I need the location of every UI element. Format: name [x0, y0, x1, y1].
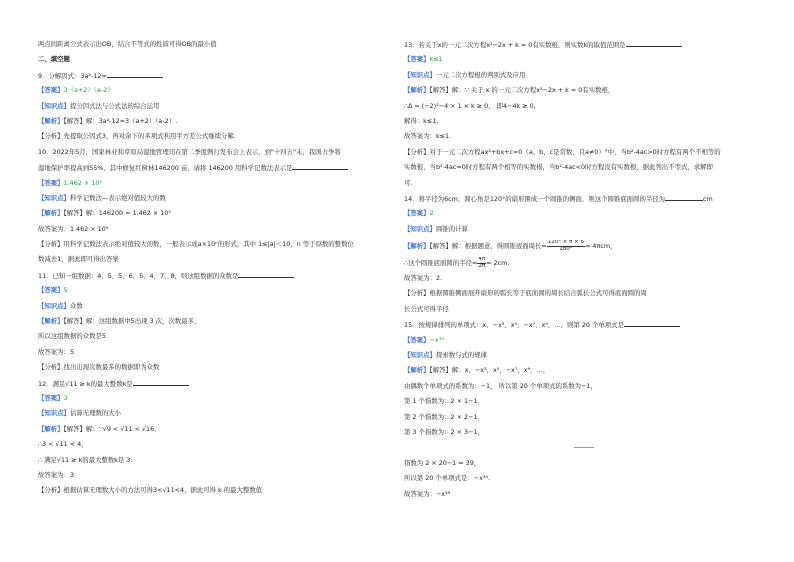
section-tag: 【知识点】 [38, 193, 70, 202]
line-answer [404, 55, 764, 63]
fraction-numerator: 120° × π × 6 [547, 240, 585, 246]
right-column [404, 40, 764, 505]
section-tag: 【答案】 [38, 393, 64, 402]
unit-suffix: cm [703, 194, 713, 202]
question-text: 15．按规律排列的单项式：x，−x³，x⁵，−x⁷，x⁹，…，则第 20 个单项式是 [404, 321, 624, 329]
text-text: 指数为 2 × 20−1 = 39， [404, 458, 481, 467]
text-text: 故答案为：k≤1. [404, 132, 452, 141]
line-text [404, 305, 764, 313]
line-text [38, 440, 388, 448]
line-answer [38, 286, 388, 294]
answer-blank [238, 271, 294, 278]
line-question [38, 163, 388, 171]
line-kp [38, 409, 388, 417]
line-question [404, 320, 764, 328]
line-text [404, 413, 764, 421]
line-kp [404, 351, 764, 359]
line-answer [38, 86, 388, 94]
answer-blank [292, 163, 348, 170]
text-text: 【分析】根据圆锥侧面展开扇形的弧长等于底面圆的周长结合弧长公式可得底面圆的周 [404, 289, 647, 298]
line-answer [38, 394, 388, 402]
text-text: 【分析】对于一元二次方程ax²+bx+c=0（a、b、c是常数，且a≠0）"中，当b²-4ac>0时方程有两个不相等的 [404, 147, 721, 156]
line-answer [38, 179, 388, 187]
answer-blank [626, 40, 682, 47]
text-text: 第 3 个指数为：2 × 3−1， [404, 427, 484, 436]
section-tag: 【知识点】 [404, 351, 436, 360]
fraction-denominator: 2π [478, 262, 486, 269]
text-text: 解得：k≤1. [404, 116, 439, 125]
text-text: 两点间距离公式表示出OB，结合不等式的性质可得OB的最小值 [38, 40, 217, 48]
line-text [404, 117, 764, 125]
line-analysis [38, 317, 388, 325]
question-text: 14．将半径为6cm，圆心角是120°的扇形围成一个圆锥的侧面，则这个圆锥底面圆的半径为 [404, 194, 665, 202]
line-text [404, 179, 764, 187]
line-text [404, 163, 764, 171]
section-tag: 【知识点】 [404, 70, 436, 79]
section-tag: 【答案】 [38, 86, 64, 95]
analysis-text: 【解答】解：x，−x³，x⁵，−x⁷，x⁹，…， [429, 366, 550, 375]
answer-text: 3 [63, 393, 68, 402]
text-text: 【分析】找出出现次数最多的数据即为众数 [38, 363, 160, 372]
section-tag: 【解析】 [38, 209, 64, 218]
text-text: ∴3 < √11 < 4， [38, 440, 88, 449]
line-text [404, 490, 764, 498]
analysis-text: 【解答】解：146200 = 1.462 × 10⁵ [63, 209, 171, 218]
answer-blank [107, 71, 163, 78]
section-heading: 二、填空题 [38, 55, 70, 64]
text-text: ∴ 满足√11 ≥ k的最大整数k是 3. [38, 455, 133, 464]
question-text: 11．已知一组数据：4，5，5，6，5，4，7，8，则这组数据的众数是 [38, 271, 239, 279]
line-text [38, 240, 388, 248]
fraction-denominator: 180° [559, 245, 573, 252]
line-answer [404, 336, 764, 344]
line-text [38, 348, 388, 356]
section-tag: 【答案】 [404, 209, 430, 218]
kp-text: 一元二次方程根的判别式及应用 [435, 70, 526, 79]
analysis-text: 【解答】解：∵√9 < √11 < √16, [63, 424, 157, 433]
line-analysis [404, 366, 764, 374]
section-tag: 【解析】 [404, 242, 430, 251]
answer-text: 2 [429, 209, 434, 218]
kp-text: 提公因式法与公式法的综合运用 [69, 101, 160, 110]
line-text [404, 459, 764, 467]
section-tag: 【答案】 [404, 55, 430, 64]
section-tag: 【答案】 [38, 286, 64, 295]
line-text [38, 225, 388, 233]
question-text: 12．满足√11 ≥ k的最大整数k是 [38, 379, 133, 387]
text-text: 故答案为：2. [404, 274, 443, 283]
section-tag: 【答案】 [38, 178, 64, 187]
line-kp [404, 71, 764, 79]
line-text [404, 474, 764, 482]
question-text: 13．若关于x的一元二次方程x²−2x + k = 0有实数根，则实数k的取值范围是 [404, 41, 626, 48]
line-analysis [38, 425, 388, 433]
formula-suffix: = 2cm. [486, 259, 510, 268]
line-analysis [404, 86, 764, 94]
line-analysis [38, 209, 388, 217]
line-question [38, 71, 388, 79]
text-text: 长公式可得半径 [404, 304, 449, 313]
section-tag: 【知识点】 [404, 224, 436, 233]
line-heading [38, 55, 388, 63]
section-tag: 【解析】 [404, 86, 430, 95]
section-tag: 【解析】 [38, 116, 64, 125]
question-text: 9．分解因式：3a²-12= [38, 71, 107, 79]
text-text: 第 1 个指数为：2 × 1−1， [404, 397, 484, 406]
text-text: 第 2 个指数为：2 × 2−1， [404, 412, 484, 421]
line-question [38, 148, 388, 156]
line-text [404, 132, 764, 140]
line-kp [38, 302, 388, 310]
line-text [404, 289, 764, 297]
line-sep [404, 443, 764, 451]
kp-text: 探索数与式的规律 [435, 351, 488, 360]
section-tag: 【答案】 [404, 335, 430, 344]
text-text: 故答案为：5 [38, 347, 75, 356]
analysis-text: 【解答】解：这组数据中5出现 3 次，次数最多， [63, 317, 201, 326]
answer-blank [133, 379, 189, 386]
line-question [404, 194, 764, 202]
fraction [477, 257, 486, 269]
line-kp [404, 225, 764, 233]
line-text [404, 382, 764, 390]
line-text [404, 148, 764, 156]
section-tag: 【知识点】 [38, 409, 70, 418]
answer-text: 1.462 × 10⁵ [63, 178, 102, 187]
line-text_frac [404, 257, 764, 269]
line-analysis [38, 117, 388, 125]
answer-text: −x³⁹ [429, 335, 444, 344]
text-text: 实数根，当b²-4ac=0时方程有两个相等的实数根，当b²-4ac<0时方程没有实数根，据此列出不等式，求解即 [404, 163, 713, 172]
formula-prefix: 【解答】解：根据题意，得圆锥底面周长= [429, 242, 547, 251]
line-kp [38, 102, 388, 110]
line-text [38, 486, 388, 494]
left-column [38, 40, 388, 502]
line-answer [404, 209, 764, 217]
text-text: 所以这组数据的众数是5 [38, 332, 106, 341]
answer-blank [665, 194, 703, 201]
line-text [38, 456, 388, 464]
answer-text: 5 [63, 286, 68, 295]
text-text: 故答案为：1.462 × 10⁵ [38, 224, 109, 233]
line-text [404, 102, 764, 110]
answer-blank [624, 320, 680, 327]
analysis-text: 【解答】解：∵ 关于 x 的一元二次方程x²−2x + k = 0有实数根， [429, 86, 615, 95]
text-text: 【分析】先提取公因式3，再对余下的多项式利用平方差公式继续分解. [38, 132, 236, 141]
answer-text: k≤1 [429, 55, 443, 64]
text-text: 可. [404, 178, 413, 187]
line-text [38, 132, 388, 140]
section-tag: 【知识点】 [38, 301, 70, 310]
fraction [547, 240, 585, 252]
text-text: 故答案为：−x³⁹ [404, 489, 451, 498]
section-tag: 【解析】 [38, 317, 64, 326]
line-text [38, 255, 388, 263]
question-text: 湿地保护率提高到55%，其中修复红树林146200 亩，请将 146200 用科学记数法表示是 [38, 164, 293, 172]
text-text: ∴∆ = (−2)²−4 × 1 × k ≥ 0， 即4−4k ≥ 0, [404, 101, 536, 110]
line-text [38, 332, 388, 340]
fraction-numerator: 4π [478, 257, 486, 263]
text-text: 由偶数个单项式的系数为：−1， 所以第 20 个单项式的系数为−1， [404, 381, 597, 390]
analysis-text: 【解答】解：3a²-12=3（a+2）（a-2）. [63, 116, 178, 125]
section-tag: 【解析】 [38, 424, 64, 433]
text-text: 故答案为：3 [38, 470, 75, 479]
line-text [38, 363, 388, 371]
line-question [404, 40, 764, 48]
line-text [38, 40, 388, 48]
kp-text: 估算无理数的大小 [69, 409, 122, 418]
kp-text: 众数 [69, 301, 83, 310]
answer-text: 3（a+2）（a-2） [63, 86, 114, 95]
formula-prefix: ∴这个圆锥底面圆的半径= [404, 259, 478, 268]
line-text [38, 471, 388, 479]
line-question [38, 379, 388, 387]
line-text [404, 274, 764, 282]
section-tag: 【解析】 [404, 366, 430, 375]
line-text [404, 428, 764, 436]
line-text [404, 397, 764, 405]
kp-text: 科学记数法—表示绝对值较大的数 [69, 193, 166, 202]
text-text: 【分析】用科学记数法表示绝对值较大的数，一般表示成a×10ⁿ的形式，其中 1≤|a|＜10，n 等于原数的整数位 [38, 240, 354, 249]
line-kp [38, 194, 388, 202]
line-question [38, 271, 388, 279]
section-tag: 【知识点】 [38, 101, 70, 110]
line-analysis_frac [404, 240, 764, 252]
text-text: 数减去1，据此即可得出答案 [38, 255, 119, 264]
question-text: 10．2022年5月，国家林业和草原局湿地管理司在第二季度例行发布会上表示，到"十四五"末，我国力争将 [38, 147, 341, 156]
text-text: 【分析】根据估算无理数大小的方法可得3<√11<4，据此可得 k 的最大整数值 [38, 486, 263, 495]
kp-text: 圆锥的计算 [435, 224, 468, 233]
text-text: 所以第 20 个单项式是：−x³⁹. [404, 474, 491, 483]
formula-suffix: = 4πcm， [585, 242, 617, 251]
separator-mark [574, 447, 594, 448]
